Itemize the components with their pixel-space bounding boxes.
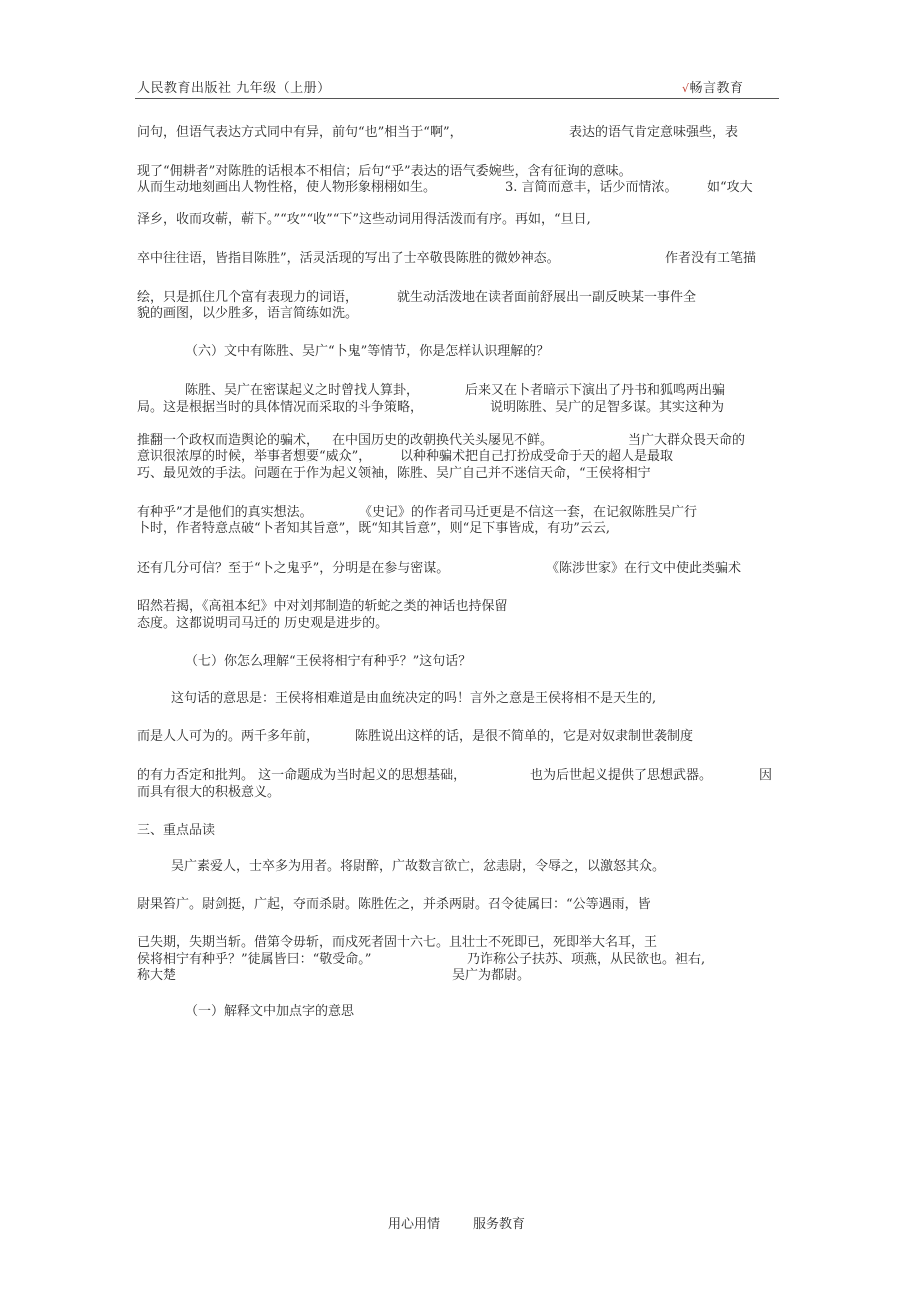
text-line: 这句话的意思是：王侯将相难道是由血统决定的吗！言外之意是王侯将相不是天生的, (171, 691, 657, 706)
text-line: 局。这是根据当时的具体情况而采取的斗争策略， (137, 400, 424, 415)
text-line: 巧、最见效的手法。问题在于作为起义领袖，陈胜、吴广自己并不迷信天命，“王侯将相宁 (137, 466, 651, 481)
passage-line: 称大楚 (137, 968, 177, 983)
text-line: 如“攻大 (707, 180, 753, 195)
text-line: 从而生动地刻画出人物性格，使人物形象栩栩如生。 (137, 180, 437, 195)
text-line: 陈胜说出这样的话，是很不简单的，它是对奴隶制世袭制度 (355, 729, 694, 744)
footer-right: 服务教育 (473, 1217, 526, 1232)
text-line: 泽乡，收而攻蕲，蕲下。”“攻”“收”“下”这些动词用得活泼而有序。再如，“旦日, (137, 212, 591, 227)
text-line: 因 (759, 768, 773, 783)
question-heading: （一）解释文中加点字的意思 (185, 1004, 355, 1019)
passage-line: 尉果笞广。尉剑挺，广起，夺而杀尉。陈胜佐之，并杀两尉。召令徒属曰：“公等遇雨，皆 (137, 897, 651, 912)
text-line: 说明陈胜、吴广的足智多谋。其实这种为 (490, 400, 725, 415)
footer-left: 用心用情 (388, 1217, 441, 1232)
text-line: 也为后世起义提供了思想武器。 (530, 768, 713, 783)
text-line: 而是人人可为的。两千多年前， (137, 729, 320, 744)
text-line: 以种种骗术把自己打扮成受命于天的超人是最取 (400, 449, 674, 464)
passage-line: 吴广为都尉。 (452, 968, 531, 983)
header-rule (135, 98, 779, 99)
text-line: 在中国历史的改朝换代关头屡见不鲜。 (332, 433, 554, 448)
text-line: 推翻一个政权而造舆论的骗术， (137, 433, 320, 448)
text-line: 现了“佣耕者”对陈胜的话根本不相信；后句“乎”表达的语气委婉些，含有征询的意味。 (137, 164, 632, 179)
text-line: 意识很浓厚的时候，举事者想要“威众”， (137, 449, 372, 464)
text-line: 就生动活泼地在读者面前舒展出一副反映某一事件全 (397, 290, 697, 305)
text-line: 绘，只是抓住几个富有表现力的词语， (137, 290, 359, 305)
text-line: 后来又在卜者暗示下演出了丹书和狐鸣两出骗 (465, 383, 726, 398)
text-line: 态度。这都说明司马迁的 历史观是进步的。 (137, 616, 389, 631)
text-line: 还有几分可信？至于“卜之鬼乎”，分明是在参与密谋。 (137, 561, 450, 576)
text-line: 《陈涉世家》在行文中使此类骗术 (546, 561, 742, 576)
header-right-text: 畅言教育 (689, 81, 744, 96)
text-line: 的有力否定和批判。 这一命题成为当时起义的思想基础， (137, 768, 467, 783)
header-left: 人民教育出版社 九年级（上册） (137, 81, 331, 96)
header-right (682, 77, 744, 96)
text-line: 卒中往往语，皆指目陈胜”，活灵活现的写出了士卒敬畏陈胜的微妙神态。 (137, 251, 560, 266)
text-line: 貌的画图，以少胜多，语言简练如洗。 (137, 306, 359, 321)
text-line: 当广大群众畏天命的 (628, 433, 746, 448)
text-line: 昭然若揭，《高祖本纪》中对刘邦制造的斩蛇之类的神话也持保留 (137, 599, 508, 614)
text-line: 卜时，作者特意点破“卜者知其旨意”，既“知其旨意”，则“足下事皆成，有功”云云, (137, 521, 611, 536)
header-mark: √ (682, 82, 690, 95)
text-line: 问句，但语气表达方式同中有异，前句“也”相当于“啊”， (137, 125, 463, 140)
text-line: 表达的语气肯定意味强些，表 (569, 125, 739, 140)
text-line: 而具有很大的积极意义。 (137, 785, 281, 800)
text-line: 《史记》的作者司马迁更是不信这一套，在记叙陈胜吴广行 (359, 505, 698, 520)
passage-line: 已失期，失期当斩。借第令毋斩，而戍死者固十六七。且壮士不死即已，死即举大名耳，王 (137, 935, 658, 950)
question-heading: （六）文中有陈胜、吴广“卜鬼”等情节，你是怎样认识理解的？ (185, 344, 550, 359)
question-heading: （七）你怎么理解“王侯将相宁有种乎？”这句话？ (185, 654, 472, 669)
passage-line: 吴广素爱人，士卒多为用者。将尉醉，广故数言欲亡，忿恚尉，令辱之，以激怒其众。 (171, 859, 666, 874)
text-line: 陈胜、吴广在密谋起义之时曾找人算卦， (185, 383, 420, 398)
passage-line: 乃诈称公子扶苏、项燕，从民欲也。袒右, (467, 952, 706, 967)
text-line: 作者没有工笔描 (665, 251, 757, 266)
text-line: 3. 言简而意丰，话少而情浓。 (505, 180, 678, 195)
passage-line: 侯将相宁有种乎？”徒属皆曰：“敬受命。” (137, 952, 372, 967)
text-line: 有种乎”才是他们的真实想法。 (137, 505, 313, 520)
section-heading: 三、重点品读 (137, 823, 216, 838)
